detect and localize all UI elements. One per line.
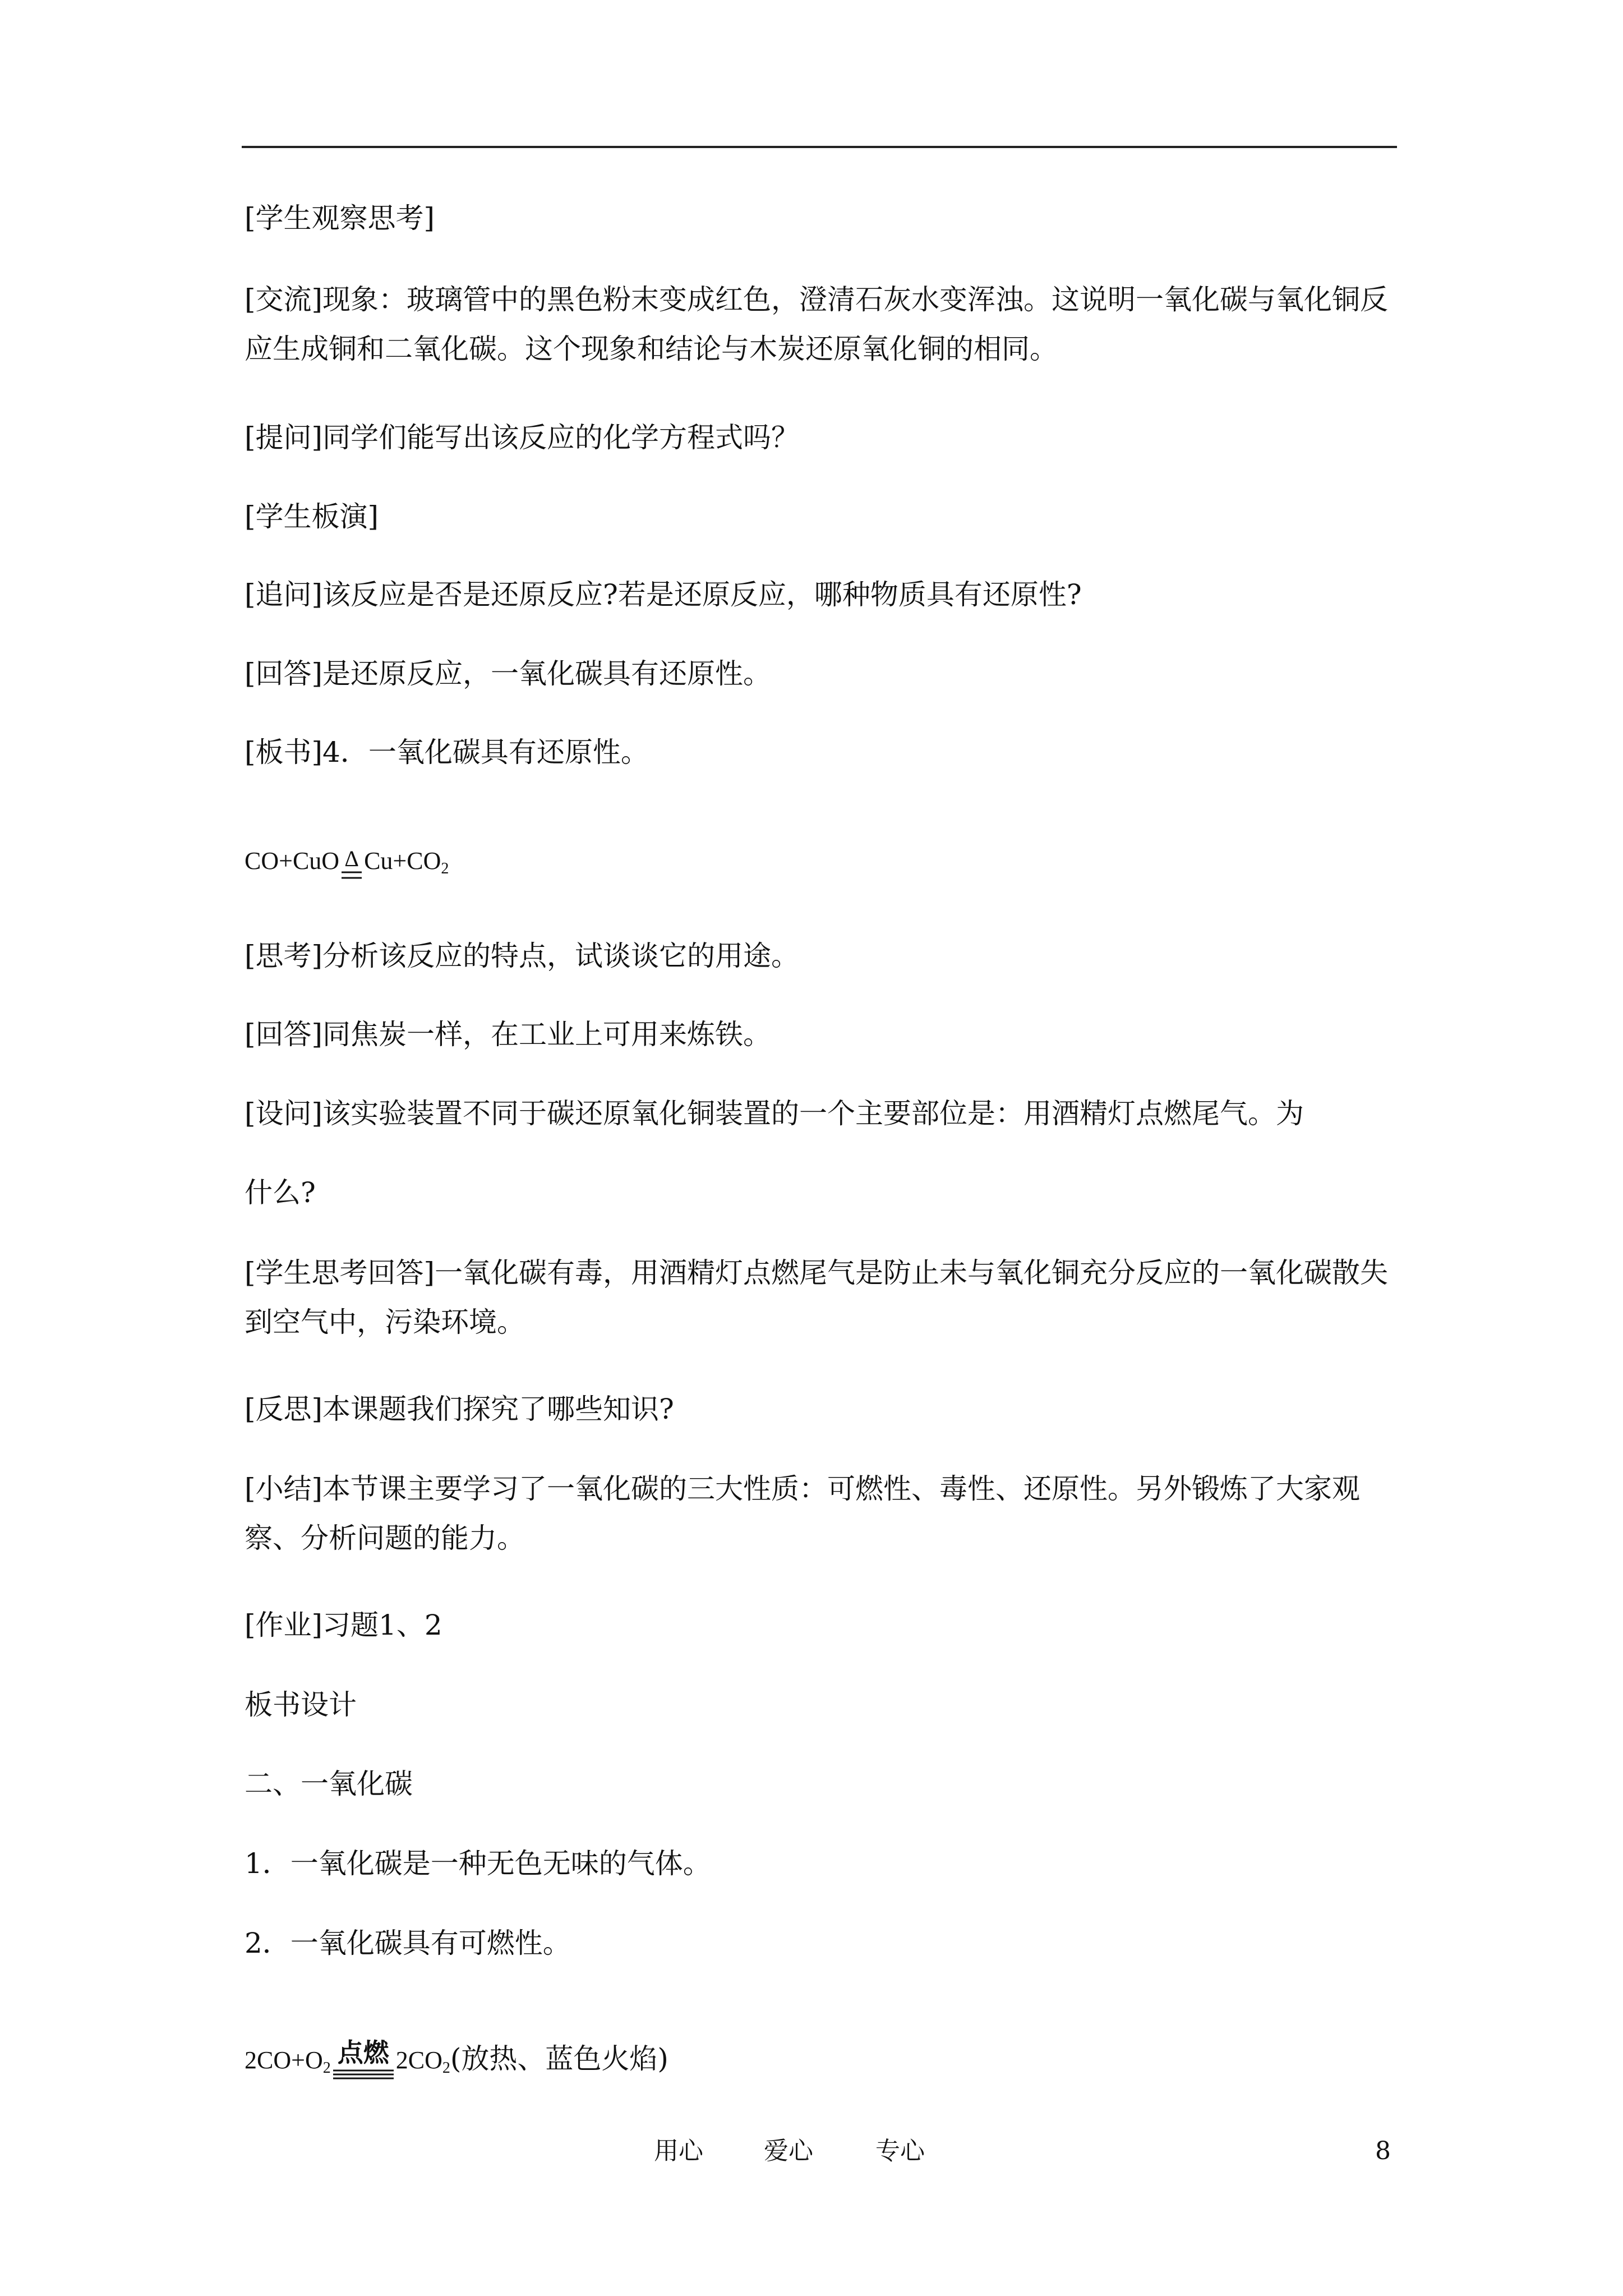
equation-2-equals-sign xyxy=(332,2068,395,2081)
paragraph-student-answer: [学生思考回答]一氧化碳有毒，用酒精灯点燃尾气是防止未与氧化铜充分反应的一氧化碳散失到空气中，污染环境。 xyxy=(245,1257,1389,1338)
paragraph-answer-2: [回答]同焦炭一样，在工业上可用来炼铁。 xyxy=(245,1018,772,1051)
equation-2-right: 2CO xyxy=(395,2046,442,2074)
equation-2-left: 2CO+O xyxy=(245,2046,323,2074)
equation-2-right-subscript: 2 xyxy=(442,2059,450,2077)
equation-1-condition: Δ xyxy=(344,846,359,871)
paragraph-why: 什么? xyxy=(245,1176,316,1209)
equation-1-right: Cu+CO xyxy=(364,847,441,875)
equation-2-note: (放热、蓝色火焰) xyxy=(450,2042,668,2075)
equation-2-condition: 点燃 xyxy=(337,2037,389,2068)
paragraph-question: [提问]同学们能写出该反应的化学方程式吗？ xyxy=(245,421,800,454)
equation-co-combustion xyxy=(245,2037,668,2085)
paragraph-item-2: 2．一氧化碳具有可燃性。 xyxy=(245,1927,571,1959)
paragraph-setup-question: [设问]该实验装置不同于碳还原氧化铜装置的一个主要部位是：用酒精灯点燃尾气。为 xyxy=(245,1097,1304,1130)
equation-2-condition-group xyxy=(331,2037,396,2085)
equation-co-cuo xyxy=(245,844,449,886)
paragraph-board-4: [板书]4．一氧化碳具有还原性。 xyxy=(245,736,649,769)
footer-motto-2: 爱心 xyxy=(764,2137,813,2165)
equation-1-right-subscript: 2 xyxy=(441,860,449,877)
header-rule xyxy=(242,146,1397,148)
paragraph-think: [思考]分析该反应的特点，试谈谈它的用途。 xyxy=(245,940,800,972)
paragraph-reflection: [反思]本课题我们探究了哪些知识? xyxy=(245,1393,674,1425)
footer-motto-1: 用心 xyxy=(654,2137,703,2165)
paragraph-observe: [学生观察思考] xyxy=(245,202,435,234)
paragraph-homework: [作业]习题1、2 xyxy=(245,1609,442,1641)
page-number: 8 xyxy=(1375,2137,1391,2165)
paragraph-item-1: 1．一氧化碳是一种无色无味的气体。 xyxy=(245,1847,711,1880)
paragraph-summary: [小结]本节课主要学习了一氧化碳的三大性质：可燃性、毒性、还原性。另外锻炼了大家观察、分析问题的能力。 xyxy=(245,1473,1361,1554)
paragraph-exchange: [交流]现象：玻璃管中的黑色粉末变成红色，澄清石灰水变浑浊。这说明一氧化碳与氧化铜反应生成铜和二氧化碳。这个现象和结论与木炭还原氧化铜的相同。 xyxy=(245,283,1389,365)
paragraph-answer-1: [回答]是还原反应，一氧化碳具有还原性。 xyxy=(245,657,772,690)
equation-1-condition-group xyxy=(339,846,364,886)
paragraph-section-co: 二、一氧化碳 xyxy=(245,1768,413,1800)
paragraph-follow-up: [追问]该反应是否是还原反应?若是还原反应，哪种物质具有还原性? xyxy=(245,578,1082,611)
footer-motto-3: 专心 xyxy=(875,2137,925,2165)
equation-1-left: CO+CuO xyxy=(245,847,340,875)
paragraph-blackboard: [学生板演] xyxy=(245,500,379,533)
paragraph-board-design: 板书设计 xyxy=(245,1688,357,1721)
equation-2-left-subscript: 2 xyxy=(322,2059,331,2077)
